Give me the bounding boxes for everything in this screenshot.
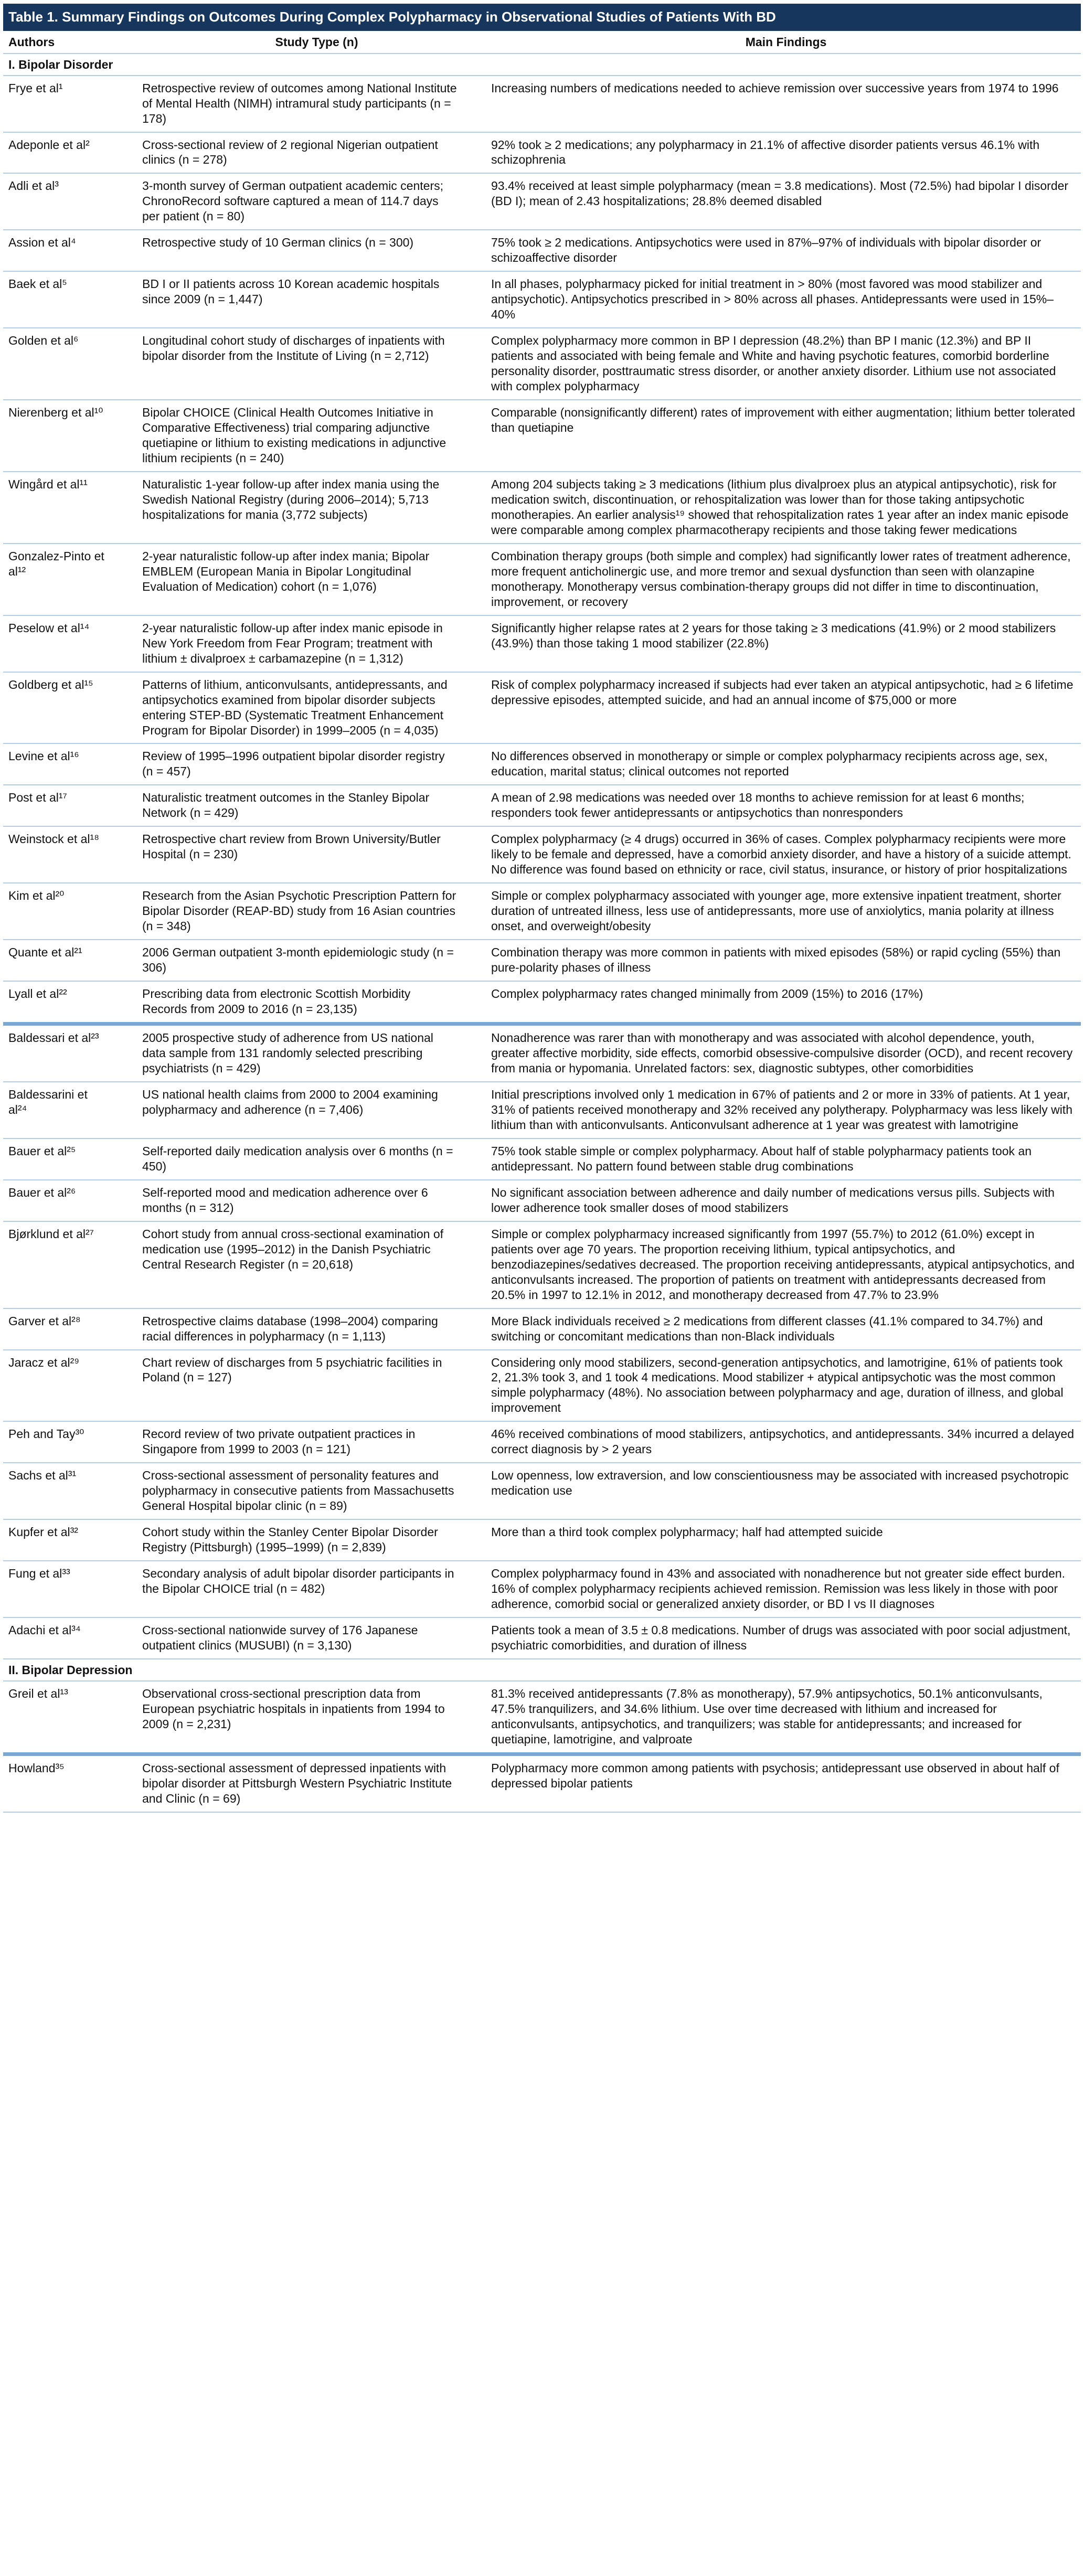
row-main-findings: Nonadherence was rarer than with monotherapy and was associated with alcohol dependence, youth, greater affective morbidity, side effects, comorbid obsessive-compulsive disorder (OCD), and recent recovery from mania or hypomania. Unrelated factors: sex, diagnostic subtypes, other comorbidities	[491, 1031, 1073, 1075]
row-authors: Assion et al⁴	[8, 236, 76, 250]
row-main-findings: Complex polypharmacy more common in BP I depression (48.2%) than BP I manic (12.3%) and BP II patients and associated with being female and White and having psychotic features, comorbid borderline personality disorder, posttraumatic stress disorder, or another anxiety disorder. Lithium use not associated with complex polypharmacy	[491, 334, 1056, 393]
row-main-findings: Comparable (nonsignificantly different) rates of improvement with either augmentation; lithium better tolerated than quetiapine	[491, 406, 1076, 435]
table-row	[3, 744, 1081, 785]
row-authors: Adachi et al³⁴	[8, 1623, 81, 1637]
column-header-study-type: Study Type (n)	[275, 35, 358, 49]
row-study-type: Retrospective study of 10 German clinics (n = 300)	[142, 236, 414, 250]
row-authors: Garver et al²⁸	[8, 1314, 81, 1328]
row-main-findings: Low openness, low extraversion, and low conscientiousness may be associated with increased psychotropic medication use	[491, 1468, 1069, 1498]
row-main-findings: More Black individuals received ≥ 2 medications from different classes (41.1% compared to 34.7%) and switching or concomitant medications than non-Black individuals	[491, 1314, 1043, 1343]
row-authors: Kupfer et al³²	[8, 1525, 78, 1539]
row-main-findings: No differences observed in monotherapy or simple or complex polypharmacy recipients across age, sex, education, marital status; clinical outcomes not reported	[491, 749, 1048, 779]
row-authors: Frye et al¹	[8, 81, 63, 95]
row-authors: Bauer et al²⁶	[8, 1185, 76, 1199]
row-main-findings: 46% received combinations of mood stabilizers, antipsychotics, and antidepressants. 34% incurred a delayed correct diagnosis by > 2 years	[491, 1427, 1075, 1456]
row-study-type: Bipolar CHOICE (Clinical Health Outcomes Initiative in Comparative Effectiveness) trial comparing adjunctive quetiapine or lithium to existing medications in adjunctive lithium recipients (n = 240)	[142, 406, 447, 465]
column-header-main-findings: Main Findings	[745, 35, 827, 49]
row-authors: Howland³⁵	[8, 1761, 65, 1775]
row-study-type: 2-year naturalistic follow-up after index mania; Bipolar EMBLEM (European Mania in Bipolar Longitudinal Evaluation of Medication) cohort (n = 1,076)	[142, 549, 430, 593]
table-row	[3, 1026, 1081, 1082]
row-study-type: Naturalistic treatment outcomes in the Stanley Bipolar Network (n = 429)	[142, 791, 430, 820]
row-authors: Nierenberg et al¹⁰	[8, 406, 103, 420]
row-study-type: Longitudinal cohort study of discharges of inpatients with bipolar disorder from the Institute of Living (n = 2,712)	[142, 334, 445, 363]
table-row	[3, 1561, 1081, 1618]
row-main-findings: Complex polypharmacy rates changed minimally from 2009 (15%) to 2016 (17%)	[491, 987, 923, 1001]
row-study-type: BD I or II patients across 10 Korean academic hospitals since 2009 (n = 1,447)	[142, 277, 440, 306]
table-row	[3, 1309, 1081, 1350]
row-study-type: Cross-sectional review of 2 regional Nigerian outpatient clinics (n = 278)	[142, 137, 438, 167]
row-main-findings: 75% took ≥ 2 medications. Antipsychotics were used in 87%–97% of individuals with bipolar disorder or schizoaffective disorder	[491, 236, 1042, 265]
row-authors: Jaracz et al²⁹	[8, 1355, 80, 1369]
table-row	[3, 544, 1081, 616]
row-study-type: Review of 1995–1996 outpatient bipolar disorder registry (n = 457)	[142, 749, 445, 779]
row-main-findings: 92% took ≥ 2 medications; any polypharmacy in 21.1% of affective disorder patients versus 46.1% with schizophrenia	[491, 137, 1040, 167]
row-main-findings: Considering only mood stabilizers, second-generation antipsychotics, and lamotrigine, 61% of patients took 2, 21.3% took 3, and 1 took 4 medications. Mood stabilizer + atypical antipsychotic was the most common simple polypharmacy (48%). No association between polypharmacy and age, duration of illness, and global improvement	[491, 1355, 1064, 1415]
row-study-type: Prescribing data from electronic Scottish Morbidity Records from 2009 to 2016 (n = 23,135)	[142, 987, 411, 1016]
table-row	[3, 400, 1081, 472]
row-authors: Adeponle et al²	[8, 137, 90, 152]
table-row	[3, 328, 1081, 400]
row-authors: Golden et al⁶	[8, 334, 79, 348]
table-row	[3, 1082, 1081, 1139]
row-study-type: Research from the Asian Psychotic Prescription Pattern for Bipolar Disorder (REAP-BD) study from 16 Asian countries (n = 348)	[142, 889, 456, 933]
table-row	[3, 1756, 1081, 1813]
table-row	[3, 785, 1081, 827]
row-authors: Peh and Tay³⁰	[8, 1427, 84, 1441]
row-authors: Quante et al²¹	[8, 945, 82, 960]
table-row	[3, 230, 1081, 272]
row-main-findings: Simple or complex polypharmacy associated with younger age, more extensive inpatient treatment, shorter duration of untreated illness, less use of antidepressants, more use of anxiolytics, mania polarity at illness onset, and overweight/obesity	[491, 889, 1061, 933]
table-row	[3, 616, 1081, 673]
table-row	[3, 982, 1081, 1026]
row-study-type: Secondary analysis of adult bipolar disorder participants in the Bipolar CHOICE trial (n = 482)	[142, 1567, 454, 1596]
row-main-findings: Combination therapy was more common in patients with mixed episodes (58%) or rapid cycling (55%) than pure-polarity phases of illness	[491, 945, 1061, 975]
table-row	[3, 1139, 1081, 1180]
row-main-findings: Simple or complex polypharmacy increased significantly from 1997 (55.7%) to 2012 (61.0%) except in patients over age 70 years. The proportion receiving lithium, typical antipsychotics, and benzodiazepines/sedatives decreased. The proportion receiving antidepressants, atypical antipsychotics, and anticonvulsants increased. The proportion of patients on treatment with antidepressants decreased from 20.5% in 1997 to 12.1% in 2012, and monotherapy decreased from 47.7% to 23.9%	[491, 1227, 1075, 1302]
row-authors: Fung et al³³	[8, 1567, 70, 1581]
row-authors: Baek et al⁵	[8, 277, 67, 291]
row-authors: Baldessari et al²³	[8, 1031, 99, 1045]
table-body	[3, 54, 1081, 1813]
row-study-type: US national health claims from 2000 to 2004 examining polypharmacy and adherence (n = 7,406)	[142, 1087, 438, 1116]
row-study-type: Naturalistic 1-year follow-up after index mania using the Swedish National Registry (during 2006–2014); 5,713 hospitalizations for mania (3,772 subjects)	[142, 477, 440, 521]
row-study-type: Cohort study within the Stanley Center Bipolar Disorder Registry (Pittsburgh) (1995–1999) (n = 2,839)	[142, 1525, 438, 1555]
table-row	[3, 133, 1081, 174]
table-row	[3, 1350, 1081, 1422]
row-study-type: Cross-sectional nationwide survey of 176 Japanese outpatient clinics (MUSUBI) (n = 3,130)	[142, 1623, 418, 1653]
row-study-type: Patterns of lithium, anticonvulsants, antidepressants, and antipsychotics examined from bipolar disorder subjects entering STEP-BD (Systematic Treatment Enhancement Program for Bipolar Disorder) in 1999–2005 (n = 4,035)	[142, 677, 448, 737]
section-header: I. Bipolar Disorder	[3, 54, 1081, 76]
row-authors: Sachs et al³¹	[8, 1468, 77, 1483]
row-study-type: Record review of two private outpatient practices in Singapore from 1999 to 2003 (n = 121)	[142, 1427, 416, 1456]
row-study-type: Retrospective review of outcomes among National Institute of Mental Health (NIMH) intramural study participants (n = 178)	[142, 81, 457, 125]
row-study-type: Self-reported daily medication analysis over 6 months (n = 450)	[142, 1144, 453, 1173]
row-authors: Baldessarini et al²⁴	[8, 1087, 88, 1116]
row-authors: Kim et al²⁰	[8, 889, 65, 903]
row-study-type: Self-reported mood and medication adherence over 6 months (n = 312)	[142, 1185, 428, 1215]
row-main-findings: More than a third took complex polypharmacy; half had attempted suicide	[491, 1525, 883, 1539]
row-authors: Bjørklund et al²⁷	[8, 1227, 94, 1241]
row-authors: Wingård et al¹¹	[8, 477, 88, 491]
table-row	[3, 883, 1081, 940]
summary-table	[3, 4, 1081, 1813]
row-study-type: Chart review of discharges from 5 psychiatric facilities in Poland (n = 127)	[142, 1355, 442, 1385]
table-row	[3, 1180, 1081, 1222]
row-main-findings: No significant association between adherence and daily number of medications versus pills. Subjects with lower adherence took smaller doses of mood stabilizers	[491, 1185, 1055, 1215]
table-row	[3, 1422, 1081, 1463]
row-study-type: Retrospective claims database (1998–2004) comparing racial differences in polypharmacy (n = 1,113)	[142, 1314, 438, 1343]
table-row	[3, 1618, 1081, 1659]
row-authors: Post et al¹⁷	[8, 791, 67, 805]
table-row	[3, 940, 1081, 982]
row-authors: Levine et al¹⁶	[8, 749, 79, 763]
table-row	[3, 472, 1081, 544]
row-main-findings: A mean of 2.98 medications was needed over 18 months to achieve remission for at least 6 months; responders took fewer antidepressants or antipsychotics than nonresponders	[491, 791, 1025, 820]
row-study-type: Retrospective chart review from Brown University/Butler Hospital (n = 230)	[142, 832, 441, 861]
table-title: Table 1. Summary Findings on Outcomes During Complex Polypharmacy in Observational Studies of Patients With BD	[3, 4, 1081, 31]
row-main-findings: 75% took stable simple or complex polypharmacy. About half of stable polypharmacy patients took an antidepressant. No pattern found between stable drug combinations	[491, 1144, 1032, 1173]
row-main-findings: Combination therapy groups (both simple and complex) had significantly lower rates of treatment adherence, more frequent anticholinergic use, and more tremor and sexual dysfunction than seen with olanzapine monotherapy. Monotherapy versus combination-therapy groups did not differ in time to discontinuation, improvement, or recovery	[491, 549, 1071, 609]
row-authors: Adli et al³	[8, 179, 59, 193]
row-study-type: Cross-sectional assessment of depressed inpatients with bipolar disorder at Pittsburgh Western Psychiatric Institute and Clinic (n = 69)	[142, 1761, 452, 1805]
row-main-findings: Polypharmacy more common among patients with psychosis; antidepressant use observed in about half of depressed bipolar patients	[491, 1761, 1059, 1790]
row-authors: Lyall et al²²	[8, 987, 67, 1001]
row-main-findings: 81.3% received antidepressants (7.8% as monotherapy), 57.9% antipsychotics, 50.1% anticonvulsants, 47.5% tranquilizers, and 34.6% lithium. Use over time decreased with lithium and increased for anticonvulsants, antipsychotics, and tranquilizers; was stable for antidepressants; and increased for quetiapine, lamotrigine, and valproate	[491, 1687, 1043, 1746]
table-row	[3, 1222, 1081, 1309]
table-row	[3, 76, 1081, 133]
table-row	[3, 1520, 1081, 1561]
row-main-findings: Risk of complex polypharmacy increased if subjects had ever taken an atypical antipsychotic, had ≥ 6 lifetime depressive episodes, attempted suicide, and had an annual income of $75,000 or more	[491, 677, 1074, 707]
column-header-authors: Authors	[8, 35, 55, 49]
row-authors: Greil et al¹³	[8, 1687, 68, 1700]
table-row	[3, 272, 1081, 328]
row-main-findings: In all phases, polypharmacy picked for initial treatment in > 80% (most favored was mood stabilizer and antipsychotic). Antipsychotics prescribed in > 80% across all phases. Antidepressants were used in 15%–40%	[491, 277, 1054, 322]
row-authors: Gonzalez-Pinto et al¹²	[8, 549, 104, 578]
row-study-type: 3-month survey of German outpatient academic centers; ChronoRecord software captured a mean of 114.7 days per patient (n = 80)	[142, 179, 444, 223]
row-study-type: 2-year naturalistic follow-up after index manic episode in New York Freedom from Fear Program; treatment with lithium ± divalproex ± carbamazepine (n = 1,312)	[142, 621, 443, 665]
row-main-findings: Among 204 subjects taking ≥ 3 medications (lithium plus divalproex plus an atypical antipsychotic), risk for medication switch, discontinuation, or rehospitalization was lower than for those taking antipsychotic monotherapies. An earlier analysis¹⁹ showed that rehospitalization rates 1 year after an index manic episode were comparable among complex pharmacotherapy recipients and those taking fewer medications	[491, 477, 1069, 537]
row-authors: Bauer et al²⁵	[8, 1144, 76, 1158]
row-study-type: Cohort study from annual cross-sectional examination of medication use (1995–2012) in the Danish Psychiatric Central Research Register (n = 20,618)	[142, 1227, 444, 1271]
table-row	[3, 174, 1081, 230]
row-main-findings: Initial prescriptions involved only 1 medication in 67% of patients and 2 or more in 33% of patients. At 1 year, 31% of patients received monotherapy and 32% received any polytherapy. Polypharmacy was less likely with lithium than with anticonvulsants. Anticonvulsant adherence at 1 year was greatest with lamotrigine	[491, 1087, 1072, 1132]
column-header-row	[3, 31, 1081, 54]
row-authors: Peselow et al¹⁴	[8, 621, 90, 635]
section-header: II. Bipolar Depression	[3, 1659, 1081, 1681]
row-main-findings: Increasing numbers of medications needed to achieve remission over successive years from 1974 to 1996	[491, 81, 1059, 95]
row-study-type: Cross-sectional assessment of personality features and polypharmacy in consecutive patients from Massachusetts General Hospital bipolar clinic (n = 89)	[142, 1468, 454, 1513]
row-study-type: 2005 prospective study of adherence from US national data sample from 131 randomly selected prescribing psychiatrists (n = 429)	[142, 1031, 433, 1075]
row-study-type: Observational cross-sectional prescription data from European psychiatric hospitals in inpatients from 1994 to 2009 (n = 2,231)	[142, 1687, 445, 1731]
row-authors: Goldberg et al¹⁵	[8, 677, 93, 691]
row-study-type: 2006 German outpatient 3-month epidemiologic study (n = 306)	[142, 945, 454, 975]
row-main-findings: Complex polypharmacy found in 43% and associated with nonadherence but not greater side effect burden. 16% of complex polypharmacy recipients achieved remission. Remission was less likely in those with poor adherence, comorbid social or generalized anxiety disorder, or BD I vs II diagnoses	[491, 1567, 1066, 1611]
table-row	[3, 827, 1081, 883]
row-main-findings: Patients took a mean of 3.5 ± 0.8 medications. Number of drugs was associated with poor social adjustment, psychiatric comorbidities, and duration of illness	[491, 1623, 1071, 1653]
row-authors: Weinstock et al¹⁸	[8, 832, 99, 846]
table-row	[3, 673, 1081, 744]
table-row	[3, 1681, 1081, 1756]
row-main-findings: Significantly higher relapse rates at 2 years for those taking ≥ 3 medications (41.9%) or 2 mood stabilizers (43.9%) than those taking 1 mood stabilizer (22.8%)	[491, 621, 1056, 650]
table-row	[3, 1463, 1081, 1520]
row-main-findings: 93.4% received at least simple polypharmacy (mean = 3.8 medications). Most (72.5%) had bipolar I disorder (BD I); mean of 2.43 hospitalizations; 28.8% deemed disabled	[491, 179, 1069, 208]
row-main-findings: Complex polypharmacy (≥ 4 drugs) occurred in 36% of cases. Complex polypharmacy recipients were more likely to be female and depressed, have a comorbid anxiety disorder, and have a history of a suicide attempt. No difference was found based on ethnicity or race, civil status, insurance, or history of prior hospitalizations	[491, 832, 1071, 877]
